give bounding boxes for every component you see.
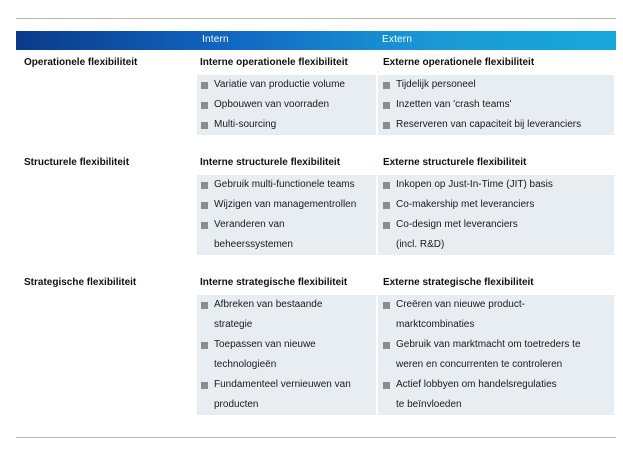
square-bullet-icon [201,122,208,129]
square-bullet-icon [383,382,390,389]
list-item: Inzetten van 'crash teams' [382,95,614,115]
list-item: Variatie van productie volume [200,75,376,95]
row-label: Operationele flexibiliteit [24,57,138,68]
top-rule [16,18,616,19]
row-label: Strategische flexibiliteit [24,277,137,288]
square-bullet-icon [201,82,208,89]
list-item: Gebruik multi-functionele teams [200,175,376,195]
square-bullet-icon [383,302,390,309]
extern-title: Externe structurele flexibiliteit [383,157,527,168]
square-bullet-icon [201,202,208,209]
list-item: Inkopen op Just-In-Time (JIT) basis [382,175,614,195]
extern-list [382,75,614,135]
list-item: Wijzigen van managementrollen [200,195,376,215]
square-bullet-icon [383,82,390,89]
intern-title: Interne structurele flexibiliteit [200,157,341,168]
extern-list [382,295,614,415]
square-bullet-icon [383,102,390,109]
row-label: Structurele flexibiliteit [24,157,130,168]
square-bullet-icon [383,342,390,349]
list-item: Multi-sourcing [200,115,376,135]
extern-title: Externe operationele flexibiliteit [383,57,535,68]
list-item: Co-design met leveranciers (incl. R&D) [382,215,614,255]
square-bullet-icon [201,302,208,309]
square-bullet-icon [383,222,390,229]
header-intern: Intern [202,34,229,45]
list-item: Co-makership met leveranciers [382,195,614,215]
header-extern: Extern [382,34,413,45]
intern-list [200,75,376,135]
table-header [16,31,616,50]
list-item: Actief lobbyen om handelsregulaties te beïnvloeden [382,375,614,415]
list-item: Fundamenteel vernieuwen van producten [200,375,376,415]
list-item: Creëren van nieuwe product- marktcombinaties [382,295,614,335]
intern-list [200,295,376,415]
square-bullet-icon [201,182,208,189]
intern-list [200,175,376,255]
list-item: Opbouwen van voorraden [200,95,376,115]
square-bullet-icon [383,122,390,129]
list-item: Toepassen van nieuwe technologieën [200,335,376,375]
list-item: Tijdelijk personeel [382,75,614,95]
list-item: Reserveren van capaciteit bij leveranciers [382,115,614,135]
square-bullet-icon [383,202,390,209]
intern-title: Interne operationele flexibiliteit [200,57,348,68]
list-item: Afbreken van bestaande strategie [200,295,376,335]
extern-title: Externe strategische flexibiliteit [383,277,534,288]
extern-list [382,175,614,255]
bottom-rule [16,437,616,438]
square-bullet-icon [201,102,208,109]
list-item: Veranderen van beheerssystemen [200,215,376,255]
intern-title: Interne strategische flexibiliteit [200,277,348,288]
square-bullet-icon [201,342,208,349]
square-bullet-icon [201,222,208,229]
square-bullet-icon [201,382,208,389]
square-bullet-icon [383,182,390,189]
list-item: Gebruik van marktmacht om toetreders te weren en concurrenten te controleren [382,335,614,375]
